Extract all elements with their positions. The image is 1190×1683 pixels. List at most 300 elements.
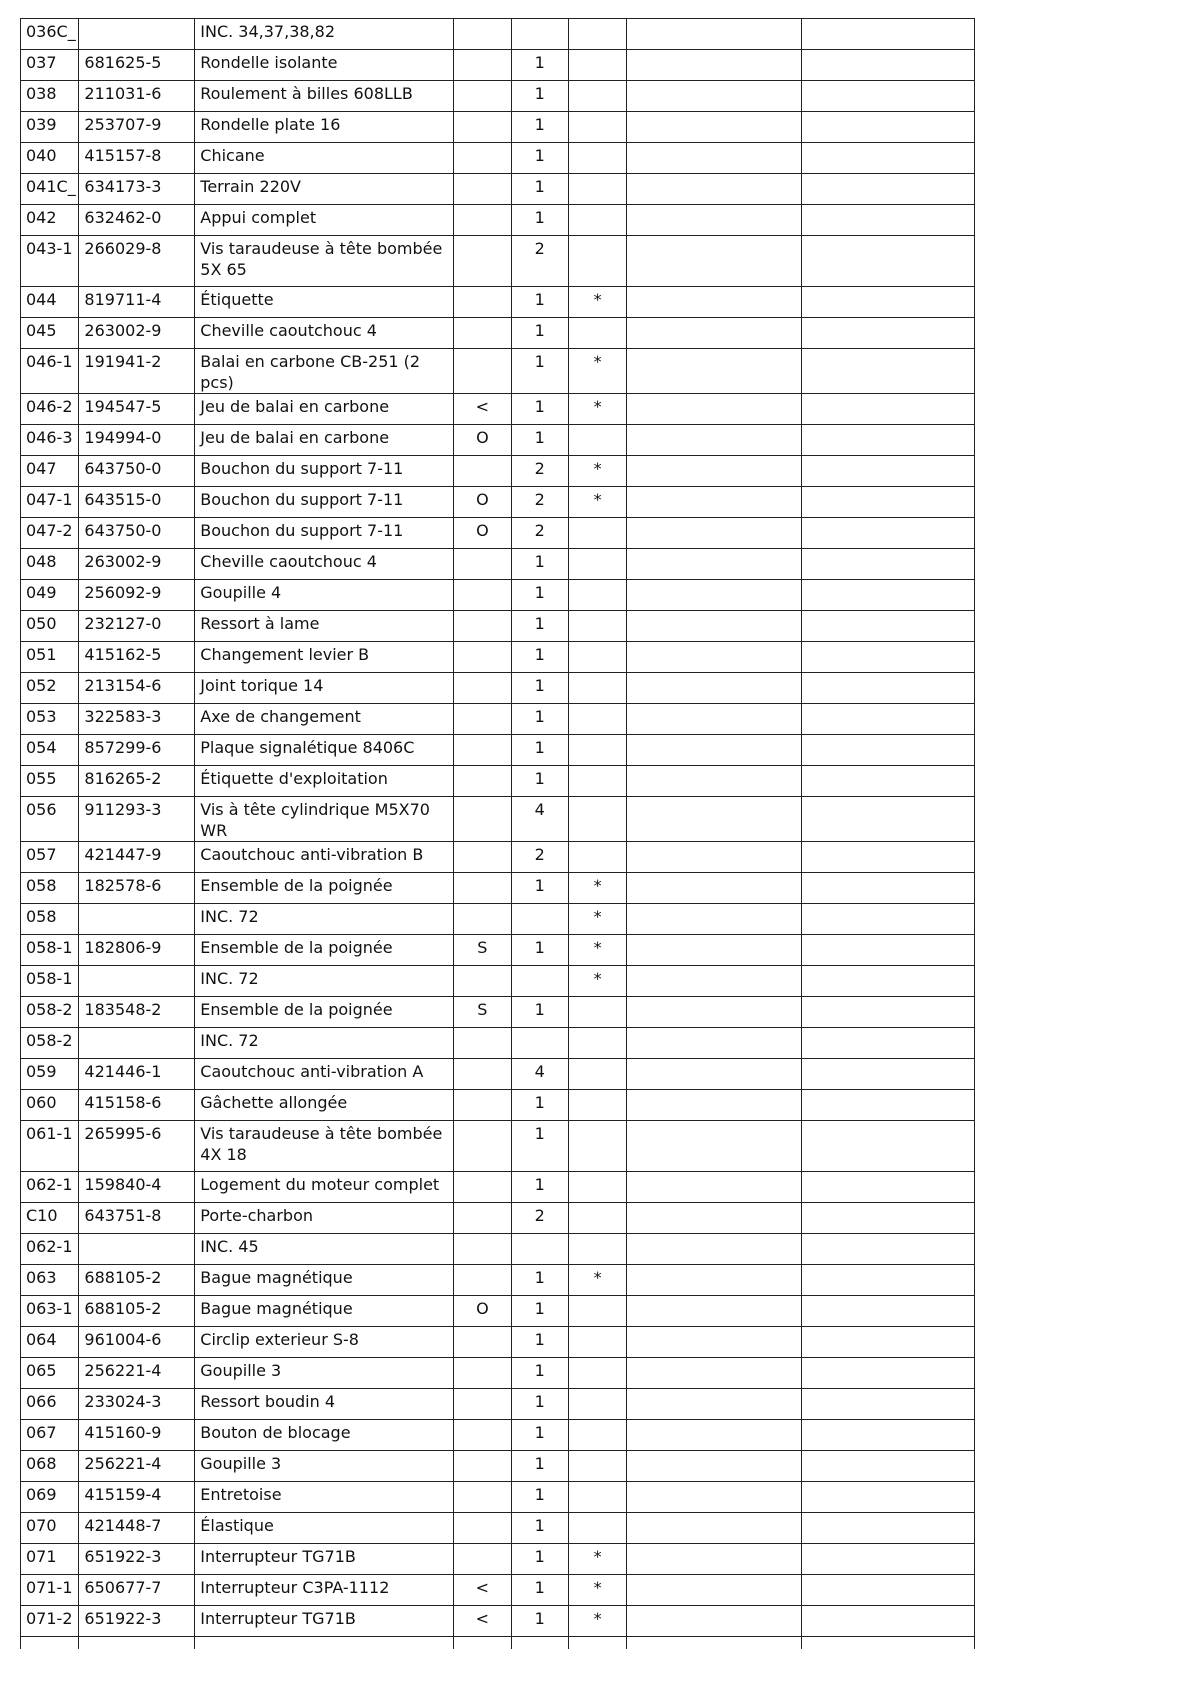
note-mark-cell [454, 174, 511, 205]
item-number-cell: 071-1 [21, 1575, 79, 1606]
item-number-cell: 047-1 [21, 487, 79, 518]
note-mark-cell [454, 1203, 511, 1234]
item-number-cell: 058-2 [21, 1028, 79, 1059]
quantity-cell: 4 [511, 797, 568, 842]
description-cell: Terrain 220V [195, 174, 454, 205]
part-number-cell: 688105-2 [79, 1296, 195, 1327]
part-number-cell [79, 1234, 195, 1265]
empty-cell [627, 1121, 801, 1172]
quantity-cell: 1 [511, 1090, 568, 1121]
table-row [21, 966, 975, 997]
description-cell: Rondelle plate 16 [195, 112, 454, 143]
note-mark-cell [454, 580, 511, 611]
quantity-cell: 1 [511, 704, 568, 735]
quantity-cell [511, 19, 568, 50]
description-cell: Rondelle isolante [195, 50, 454, 81]
description-cell: Interrupteur TG71B [195, 1606, 454, 1637]
quantity-cell [511, 1234, 568, 1265]
empty-cell [801, 1265, 974, 1296]
part-number-cell: 213154-6 [79, 673, 195, 704]
description-cell: INC. 34,37,38,82 [195, 19, 454, 50]
description-cell: Interrupteur TG71B [195, 1544, 454, 1575]
note-mark-cell: O [454, 425, 511, 456]
table-row [21, 394, 975, 425]
empty-cell [627, 1028, 801, 1059]
recommended-mark-cell [568, 1059, 626, 1090]
recommended-mark-cell [568, 735, 626, 766]
table-row [21, 1203, 975, 1234]
quantity-cell: 1 [511, 873, 568, 904]
part-number-cell: 159840-4 [79, 1172, 195, 1203]
empty-cell [627, 112, 801, 143]
item-number-cell: 065 [21, 1358, 79, 1389]
quantity-cell: 2 [511, 1203, 568, 1234]
note-mark-cell [454, 673, 511, 704]
recommended-mark-cell [568, 797, 626, 842]
empty-cell [568, 1637, 626, 1650]
empty-cell [801, 50, 974, 81]
part-number-cell: 233024-3 [79, 1389, 195, 1420]
note-mark-cell [454, 287, 511, 318]
empty-cell [627, 174, 801, 205]
part-number-cell: 263002-9 [79, 549, 195, 580]
description-cell: Roulement à billes 608LLB [195, 81, 454, 112]
recommended-mark-cell [568, 1234, 626, 1265]
part-number-cell: 265995-6 [79, 1121, 195, 1172]
table-row [21, 842, 975, 873]
table-row [21, 1090, 975, 1121]
part-number-cell: 415158-6 [79, 1090, 195, 1121]
recommended-mark-cell [568, 1028, 626, 1059]
table-row [21, 1420, 975, 1451]
part-number-cell: 857299-6 [79, 735, 195, 766]
table-row [21, 1059, 975, 1090]
note-mark-cell [454, 1234, 511, 1265]
description-cell: Circlip exterieur S-8 [195, 1327, 454, 1358]
table-row-continuation [21, 1637, 975, 1650]
empty-cell [801, 904, 974, 935]
empty-cell [801, 425, 974, 456]
part-number-cell: 322583-3 [79, 704, 195, 735]
empty-cell [801, 797, 974, 842]
empty-cell [801, 1575, 974, 1606]
part-number-cell: 421447-9 [79, 842, 195, 873]
quantity-cell: 1 [511, 611, 568, 642]
empty-cell [627, 1172, 801, 1203]
description-cell: Ensemble de la poignée [195, 873, 454, 904]
part-number-cell: 191941-2 [79, 349, 195, 394]
description-cell: INC. 72 [195, 966, 454, 997]
item-number-cell: 058 [21, 873, 79, 904]
quantity-cell: 1 [511, 1265, 568, 1296]
empty-cell [801, 1234, 974, 1265]
part-number-cell: 819711-4 [79, 287, 195, 318]
recommended-mark-cell [568, 1203, 626, 1234]
empty-cell [627, 1234, 801, 1265]
part-number-cell: 415160-9 [79, 1420, 195, 1451]
table-row [21, 456, 975, 487]
empty-cell [801, 673, 974, 704]
empty-cell [627, 318, 801, 349]
recommended-mark-cell [568, 1172, 626, 1203]
table-row [21, 143, 975, 174]
empty-cell [801, 1513, 974, 1544]
table-row [21, 19, 975, 50]
quantity-cell: 2 [511, 842, 568, 873]
empty-cell [627, 1389, 801, 1420]
description-cell: Ensemble de la poignée [195, 935, 454, 966]
recommended-mark-cell [568, 174, 626, 205]
table-row [21, 935, 975, 966]
empty-cell [801, 143, 974, 174]
part-number-cell: 256221-4 [79, 1358, 195, 1389]
recommended-mark-cell: * [568, 287, 626, 318]
empty-cell [801, 318, 974, 349]
empty-cell [627, 1544, 801, 1575]
description-cell: Vis à tête cylindrique M5X70 WR [195, 797, 454, 842]
part-number-cell: 415159-4 [79, 1482, 195, 1513]
note-mark-cell [454, 236, 511, 287]
quantity-cell: 1 [511, 1296, 568, 1327]
recommended-mark-cell: * [568, 456, 626, 487]
empty-cell [801, 1090, 974, 1121]
quantity-cell: 1 [511, 673, 568, 704]
table-row [21, 1296, 975, 1327]
table-row [21, 1451, 975, 1482]
description-cell: Goupille 4 [195, 580, 454, 611]
part-number-cell: 415157-8 [79, 143, 195, 174]
empty-cell [801, 873, 974, 904]
quantity-cell [511, 1028, 568, 1059]
empty-cell [801, 205, 974, 236]
recommended-mark-cell [568, 673, 626, 704]
description-cell: Goupille 3 [195, 1451, 454, 1482]
quantity-cell: 1 [511, 1575, 568, 1606]
empty-cell [627, 1265, 801, 1296]
recommended-mark-cell [568, 81, 626, 112]
empty-cell [627, 1575, 801, 1606]
note-mark-cell: < [454, 1606, 511, 1637]
empty-cell [801, 1327, 974, 1358]
item-number-cell: 058-1 [21, 935, 79, 966]
table-row [21, 580, 975, 611]
empty-cell [627, 1482, 801, 1513]
description-cell: Bouchon du support 7-11 [195, 518, 454, 549]
note-mark-cell [454, 966, 511, 997]
empty-cell [627, 997, 801, 1028]
part-number-cell: 911293-3 [79, 797, 195, 842]
note-mark-cell [454, 1327, 511, 1358]
part-number-cell: 651922-3 [79, 1544, 195, 1575]
empty-cell [627, 1327, 801, 1358]
quantity-cell: 1 [511, 1482, 568, 1513]
quantity-cell [511, 966, 568, 997]
note-mark-cell: O [454, 487, 511, 518]
quantity-cell: 1 [511, 1513, 568, 1544]
item-number-cell: 046-1 [21, 349, 79, 394]
recommended-mark-cell [568, 112, 626, 143]
description-cell: Interrupteur C3PA-1112 [195, 1575, 454, 1606]
part-number-cell: 211031-6 [79, 81, 195, 112]
empty-cell [627, 935, 801, 966]
quantity-cell: 1 [511, 642, 568, 673]
recommended-mark-cell [568, 1389, 626, 1420]
item-number-cell: 060 [21, 1090, 79, 1121]
quantity-cell: 1 [511, 1121, 568, 1172]
item-number-cell: 056 [21, 797, 79, 842]
empty-cell [801, 112, 974, 143]
item-number-cell: 062-1 [21, 1172, 79, 1203]
note-mark-cell [454, 797, 511, 842]
note-mark-cell [454, 349, 511, 394]
empty-cell [195, 1637, 454, 1650]
description-cell: Joint torique 14 [195, 673, 454, 704]
description-cell: Ressort boudin 4 [195, 1389, 454, 1420]
quantity-cell: 2 [511, 487, 568, 518]
item-number-cell: 038 [21, 81, 79, 112]
recommended-mark-cell [568, 318, 626, 349]
item-number-cell: C10 [21, 1203, 79, 1234]
part-number-cell: 256221-4 [79, 1451, 195, 1482]
empty-cell [627, 349, 801, 394]
item-number-cell: 046-3 [21, 425, 79, 456]
empty-cell [627, 704, 801, 735]
empty-cell [801, 1606, 974, 1637]
empty-cell [454, 1637, 511, 1650]
item-number-cell: 050 [21, 611, 79, 642]
table-row [21, 1327, 975, 1358]
recommended-mark-cell [568, 1296, 626, 1327]
quantity-cell: 1 [511, 935, 568, 966]
table-row [21, 673, 975, 704]
empty-cell [627, 642, 801, 673]
empty-cell [627, 1358, 801, 1389]
note-mark-cell: O [454, 518, 511, 549]
description-cell: Vis taraudeuse à tête bombée 5X 65 [195, 236, 454, 287]
item-number-cell: 047-2 [21, 518, 79, 549]
note-mark-cell [454, 1121, 511, 1172]
note-mark-cell [454, 1265, 511, 1296]
table-row [21, 112, 975, 143]
note-mark-cell [454, 50, 511, 81]
part-number-cell: 643750-0 [79, 456, 195, 487]
empty-cell [627, 549, 801, 580]
description-cell: Cheville caoutchouc 4 [195, 318, 454, 349]
table-row [21, 1265, 975, 1296]
empty-cell [801, 842, 974, 873]
quantity-cell: 2 [511, 518, 568, 549]
item-number-cell: 070 [21, 1513, 79, 1544]
recommended-mark-cell [568, 1358, 626, 1389]
item-number-cell: 051 [21, 642, 79, 673]
item-number-cell: 046-2 [21, 394, 79, 425]
recommended-mark-cell [568, 518, 626, 549]
quantity-cell: 1 [511, 425, 568, 456]
note-mark-cell [454, 1389, 511, 1420]
recommended-mark-cell [568, 1090, 626, 1121]
item-number-cell: 063-1 [21, 1296, 79, 1327]
description-cell: INC. 45 [195, 1234, 454, 1265]
table-row [21, 549, 975, 580]
empty-cell [801, 580, 974, 611]
empty-cell [627, 456, 801, 487]
empty-cell [627, 611, 801, 642]
note-mark-cell [454, 904, 511, 935]
empty-cell [511, 1637, 568, 1650]
description-cell: Cheville caoutchouc 4 [195, 549, 454, 580]
empty-cell [627, 873, 801, 904]
quantity-cell [511, 904, 568, 935]
part-number-cell: 650677-7 [79, 1575, 195, 1606]
empty-cell [801, 1637, 974, 1650]
empty-cell [627, 966, 801, 997]
empty-cell [627, 1513, 801, 1544]
note-mark-cell [454, 1059, 511, 1090]
empty-cell [627, 904, 801, 935]
part-number-cell [79, 904, 195, 935]
quantity-cell: 1 [511, 143, 568, 174]
item-number-cell: 049 [21, 580, 79, 611]
table-row [21, 1606, 975, 1637]
recommended-mark-cell: * [568, 1606, 626, 1637]
quantity-cell: 1 [511, 1389, 568, 1420]
empty-cell [801, 1451, 974, 1482]
note-mark-cell [454, 1544, 511, 1575]
note-mark-cell [454, 611, 511, 642]
table-row [21, 1544, 975, 1575]
recommended-mark-cell: * [568, 1575, 626, 1606]
empty-cell [801, 611, 974, 642]
quantity-cell: 1 [511, 318, 568, 349]
part-number-cell: 643515-0 [79, 487, 195, 518]
empty-cell [627, 19, 801, 50]
part-number-cell: 816265-2 [79, 766, 195, 797]
quantity-cell: 1 [511, 205, 568, 236]
quantity-cell: 1 [511, 1358, 568, 1389]
note-mark-cell: S [454, 997, 511, 1028]
table-row [21, 997, 975, 1028]
part-number-cell [79, 1028, 195, 1059]
note-mark-cell [454, 205, 511, 236]
part-number-cell: 266029-8 [79, 236, 195, 287]
item-number-cell: 041C_ [21, 174, 79, 205]
item-number-cell: 036C_ [21, 19, 79, 50]
quantity-cell: 2 [511, 236, 568, 287]
recommended-mark-cell: * [568, 904, 626, 935]
part-number-cell: 643750-0 [79, 518, 195, 549]
part-number-cell [79, 19, 195, 50]
empty-cell [801, 1482, 974, 1513]
empty-cell [21, 1637, 79, 1650]
note-mark-cell [454, 642, 511, 673]
recommended-mark-cell: * [568, 1265, 626, 1296]
empty-cell [801, 642, 974, 673]
quantity-cell: 1 [511, 287, 568, 318]
table-row [21, 735, 975, 766]
note-mark-cell [454, 1451, 511, 1482]
description-cell: Axe de changement [195, 704, 454, 735]
table-row [21, 1121, 975, 1172]
table-row [21, 611, 975, 642]
table-row [21, 50, 975, 81]
item-number-cell: 071 [21, 1544, 79, 1575]
note-mark-cell [454, 1028, 511, 1059]
note-mark-cell: < [454, 1575, 511, 1606]
table-row [21, 704, 975, 735]
empty-cell [627, 1203, 801, 1234]
part-number-cell: 415162-5 [79, 642, 195, 673]
description-cell: Balai en carbone CB-251 (2 pcs) [195, 349, 454, 394]
empty-cell [627, 1451, 801, 1482]
empty-cell [801, 1172, 974, 1203]
recommended-mark-cell [568, 1513, 626, 1544]
note-mark-cell [454, 1090, 511, 1121]
description-cell: Jeu de balai en carbone [195, 425, 454, 456]
recommended-mark-cell [568, 580, 626, 611]
item-number-cell: 059 [21, 1059, 79, 1090]
description-cell: Caoutchouc anti-vibration A [195, 1059, 454, 1090]
description-cell: Jeu de balai en carbone [195, 394, 454, 425]
table-row [21, 318, 975, 349]
note-mark-cell [454, 112, 511, 143]
empty-cell [627, 287, 801, 318]
description-cell: INC. 72 [195, 1028, 454, 1059]
empty-cell [801, 456, 974, 487]
quantity-cell: 1 [511, 766, 568, 797]
part-number-cell: 232127-0 [79, 611, 195, 642]
empty-cell [627, 143, 801, 174]
item-number-cell: 040 [21, 143, 79, 174]
note-mark-cell [454, 81, 511, 112]
empty-cell [627, 518, 801, 549]
empty-cell [801, 1203, 974, 1234]
part-number-cell: 632462-0 [79, 205, 195, 236]
empty-cell [801, 1420, 974, 1451]
empty-cell [801, 549, 974, 580]
description-cell: Étiquette d'exploitation [195, 766, 454, 797]
item-number-cell: 042 [21, 205, 79, 236]
empty-cell [627, 797, 801, 842]
note-mark-cell [454, 318, 511, 349]
recommended-mark-cell [568, 642, 626, 673]
table-row [21, 349, 975, 394]
note-mark-cell [454, 842, 511, 873]
part-number-cell: 961004-6 [79, 1327, 195, 1358]
description-cell: Logement du moteur complet [195, 1172, 454, 1203]
description-cell: Élastique [195, 1513, 454, 1544]
empty-cell [627, 50, 801, 81]
empty-cell [801, 766, 974, 797]
note-mark-cell [454, 1482, 511, 1513]
table-row [21, 1482, 975, 1513]
item-number-cell: 055 [21, 766, 79, 797]
quantity-cell: 1 [511, 349, 568, 394]
empty-cell [627, 1420, 801, 1451]
item-number-cell: 062-1 [21, 1234, 79, 1265]
item-number-cell: 037 [21, 50, 79, 81]
recommended-mark-cell: * [568, 349, 626, 394]
recommended-mark-cell [568, 1420, 626, 1451]
part-number-cell: 263002-9 [79, 318, 195, 349]
description-cell: Ensemble de la poignée [195, 997, 454, 1028]
quantity-cell: 1 [511, 112, 568, 143]
empty-cell [627, 766, 801, 797]
empty-cell [627, 580, 801, 611]
empty-cell [801, 997, 974, 1028]
part-number-cell: 421446-1 [79, 1059, 195, 1090]
description-cell: Changement levier B [195, 642, 454, 673]
item-number-cell: 048 [21, 549, 79, 580]
